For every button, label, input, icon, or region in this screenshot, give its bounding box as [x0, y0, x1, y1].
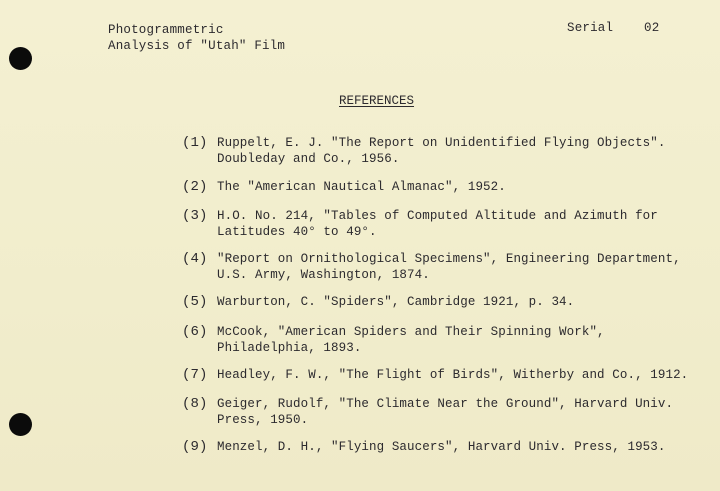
- reference-number: (3): [182, 208, 208, 224]
- reference-number: (4): [182, 251, 208, 267]
- reference-item: [182, 208, 702, 240]
- reference-item: [182, 179, 702, 195]
- reference-item: [182, 324, 702, 356]
- reference-number: (6): [182, 324, 208, 340]
- serial-number: 02: [644, 21, 660, 35]
- punch-hole-bottom: [9, 413, 32, 436]
- reference-item: [182, 396, 702, 428]
- reference-item: [182, 135, 702, 167]
- reference-text: Warburton, C. "Spiders", Cambridge 1921, p. 34.: [217, 295, 575, 309]
- reference-number: (8): [182, 396, 208, 412]
- reference-text: Headley, F. W., "The Flight of Birds", Witherby and Co., 1912.: [217, 368, 689, 382]
- document-header-title: [108, 22, 285, 54]
- reference-number: (7): [182, 367, 208, 383]
- reference-number: (5): [182, 294, 208, 310]
- reference-text: H.O. No. 214, "Tables of Computed Altitude and Azimuth for Latitudes 40° to 49°.: [217, 209, 658, 239]
- reference-item: [182, 294, 702, 310]
- reference-item: [182, 251, 702, 283]
- reference-number: (9): [182, 439, 208, 455]
- reference-text: McCook, "American Spiders and Their Spinning Work", Philadelphia, 1893.: [217, 325, 605, 355]
- reference-text: Menzel, D. H., "Flying Saucers", Harvard Univ. Press, 1953.: [217, 440, 666, 454]
- reference-text: Ruppelt, E. J. "The Report on Unidentified Flying Objects". Doubleday and Co., 1956.: [217, 136, 666, 166]
- header-line-1: Photogrammetric: [108, 23, 224, 37]
- reference-number: (2): [182, 179, 208, 195]
- reference-number: (1): [182, 135, 208, 151]
- reference-text: The "American Nautical Almanac", 1952.: [217, 180, 506, 194]
- punch-hole-top: [9, 47, 32, 70]
- reference-text: Geiger, Rudolf, "The Climate Near the Ground", Harvard Univ. Press, 1950.: [217, 397, 674, 427]
- serial-label: Serial: [567, 21, 614, 35]
- header-line-2: Analysis of "Utah" Film: [108, 39, 286, 53]
- reference-item: [182, 439, 702, 455]
- serial-info: [567, 20, 659, 36]
- reference-item: [182, 367, 702, 383]
- reference-text: "Report on Ornithological Specimens", Engineering Department, U.S. Army, Washington, 1874.: [217, 252, 681, 282]
- references-heading: REFERENCES: [339, 94, 415, 108]
